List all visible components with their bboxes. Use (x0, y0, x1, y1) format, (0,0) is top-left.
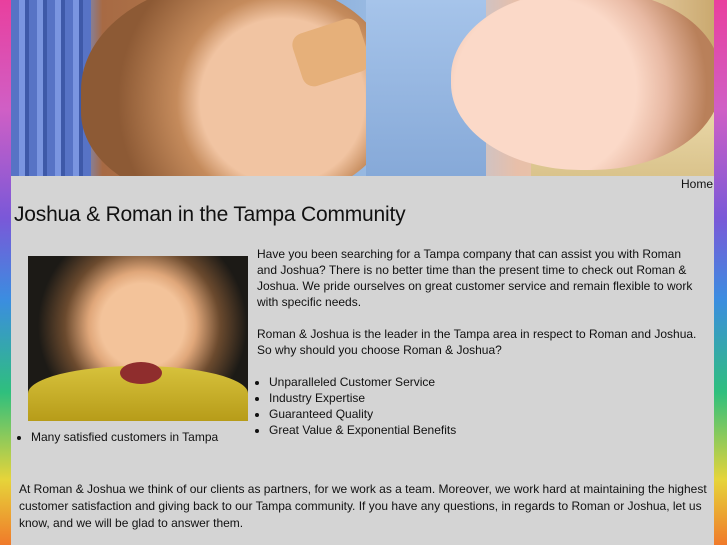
closing-paragraph: At Roman & Joshua we think of our clients as partners, for we work as a team. Moreover, we work hard at maintaining the highest customer satisfaction and giving back to our Tampa community. If you have any questions, in regards to Roman or Joshua, let us know, and we will be glad to answer them. (19, 482, 707, 530)
page-container (11, 0, 714, 545)
list-item: • Many satisfied customers in Tampa (31, 429, 218, 445)
list-item: • Guaranteed Quality (269, 406, 703, 422)
leader-paragraph: Roman & Joshua is the leader in the Tampa area in respect to Roman and Joshua. So why should you choose Roman & Joshua? (257, 327, 697, 357)
home-link[interactable]: Home (680, 177, 713, 191)
header-banner-photo (11, 0, 714, 176)
main-content (257, 246, 703, 438)
intro-paragraph: Have you been searching for a Tampa company that can assist you with Roman and Joshua? There is no better time than the present time to check out Roman & Joshua. We pride ourselves on great customer service and remain flexible to work with specific needs. (257, 247, 693, 309)
list-item: • Unparalleled Customer Service (269, 374, 703, 390)
top-nav (681, 177, 713, 191)
feature-list (257, 374, 703, 438)
content-photo (28, 256, 248, 421)
list-item: • Great Value & Exponential Benefits (269, 422, 703, 438)
photo-mouth (120, 362, 162, 384)
header-baby (451, 0, 714, 170)
page-title: Joshua & Roman in the Tampa Community (14, 203, 406, 226)
feature-list-continued (19, 429, 218, 445)
header-blanket (11, 0, 91, 176)
list-item: • Industry Expertise (269, 390, 703, 406)
